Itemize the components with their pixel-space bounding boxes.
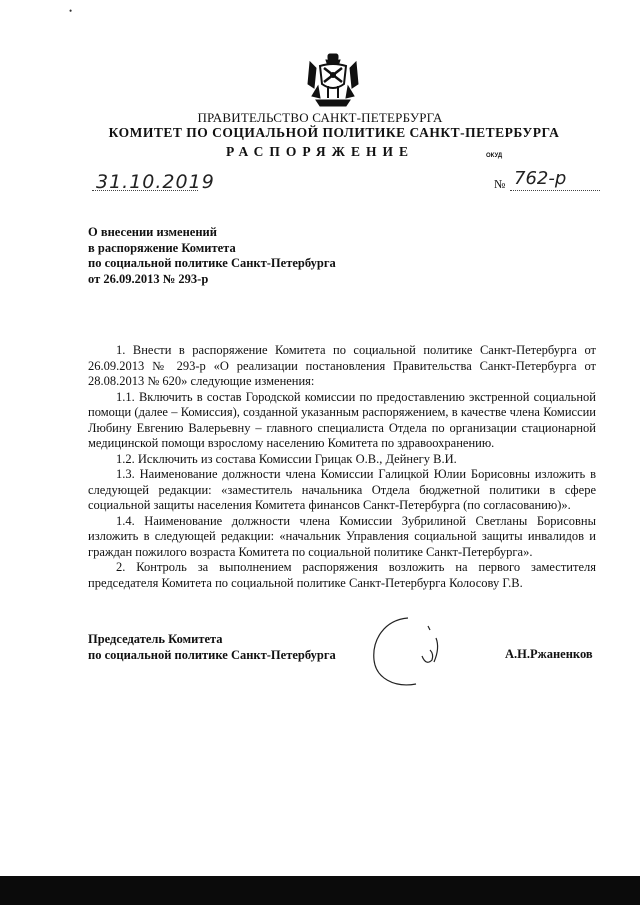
signatory-title-line: по социальной политике Санкт-Петербурга (88, 647, 336, 662)
paragraph-1: 1. Внести в распоряжение Комитета по социальной политике Санкт-Петербурга от 26.09.2013 № 293-р «О реализации постановления Правительства Санкт-Петербурга от 28.08.2013 № 620» следующие изменения: (88, 343, 596, 388)
okud-label: ОКУД (486, 153, 503, 159)
scan-bottom-edge (0, 876, 640, 905)
subject-block (88, 225, 336, 287)
handwritten-number: 762-р (514, 168, 567, 189)
scan-mark: • (69, 6, 73, 16)
paragraph-2: 2. Контроль за выполнением распоряжения возложить на первого заместителя председателя Комитета по социальной политике Санкт-Петербурга Колосову Г.В. (88, 560, 596, 590)
document-body (88, 343, 596, 591)
paragraph-1-2: 1.2. Исключить из состава Комиссии Грицак О.В., Дейнегу В.И. (116, 451, 457, 466)
signatory-title-line: Председатель Комитета (88, 632, 223, 646)
paragraph-1-3: 1.3. Наименование должности члена Комиссии Галицкой Юлии Борисовны изложить в следующей редакции: «заместитель начальника Отдела бюджетной политики в сфере социальной защиты населения Комитета финансов Санкт-Петербурга (по согласованию)». (88, 467, 596, 512)
date-underline (92, 190, 198, 191)
handwritten-signature (364, 614, 448, 692)
subject-line: по социальной политике Санкт-Петербурга (88, 256, 336, 270)
document-type-title: РАСПОРЯЖЕНИЕ (225, 144, 415, 159)
subject-line: О внесении изменений (88, 225, 217, 239)
coat-of-arms-emblem (306, 52, 360, 110)
number-underline (510, 190, 600, 191)
handwritten-date: 31.10.2019 (96, 171, 215, 193)
number-label: № (494, 177, 506, 191)
government-title: ПРАВИТЕЛЬСТВО САНКТ-ПЕТЕРБУРГА (197, 110, 443, 125)
signatory-title (88, 632, 336, 663)
subject-line: от 26.09.2013 № 293-р (88, 271, 209, 286)
committee-title: КОМИТЕТ ПО СОЦИАЛЬНОЙ ПОЛИТИКЕ САНКТ-ПЕТЕРБУРГА (108, 125, 560, 140)
subject-line: в распоряжение Комитета (88, 240, 236, 255)
paragraph-1-1: 1.1. Включить в состав Городской комиссии по предоставлению экстренной социальной помощи (далее – Комиссия), созданной указанным распоряжением, в качестве члена Комиссии Любину Евгению Валерьевну – главного специалиста Отдела по организации стационарной медицинской помощи взрослому населению Комитета по здравоохранению. (88, 389, 596, 450)
paragraph-1-4: 1.4. Наименование должности члена Комиссии Зубрилиной Светланы Борисовны изложить в следующей редакции: «начальник Управления социальной защиты инвалидов и граждан пожилого возраста Комитета по социальной политике Санкт-Петербурга». (88, 513, 596, 559)
signatory-name: А.Н.Ржаненков (505, 647, 593, 661)
